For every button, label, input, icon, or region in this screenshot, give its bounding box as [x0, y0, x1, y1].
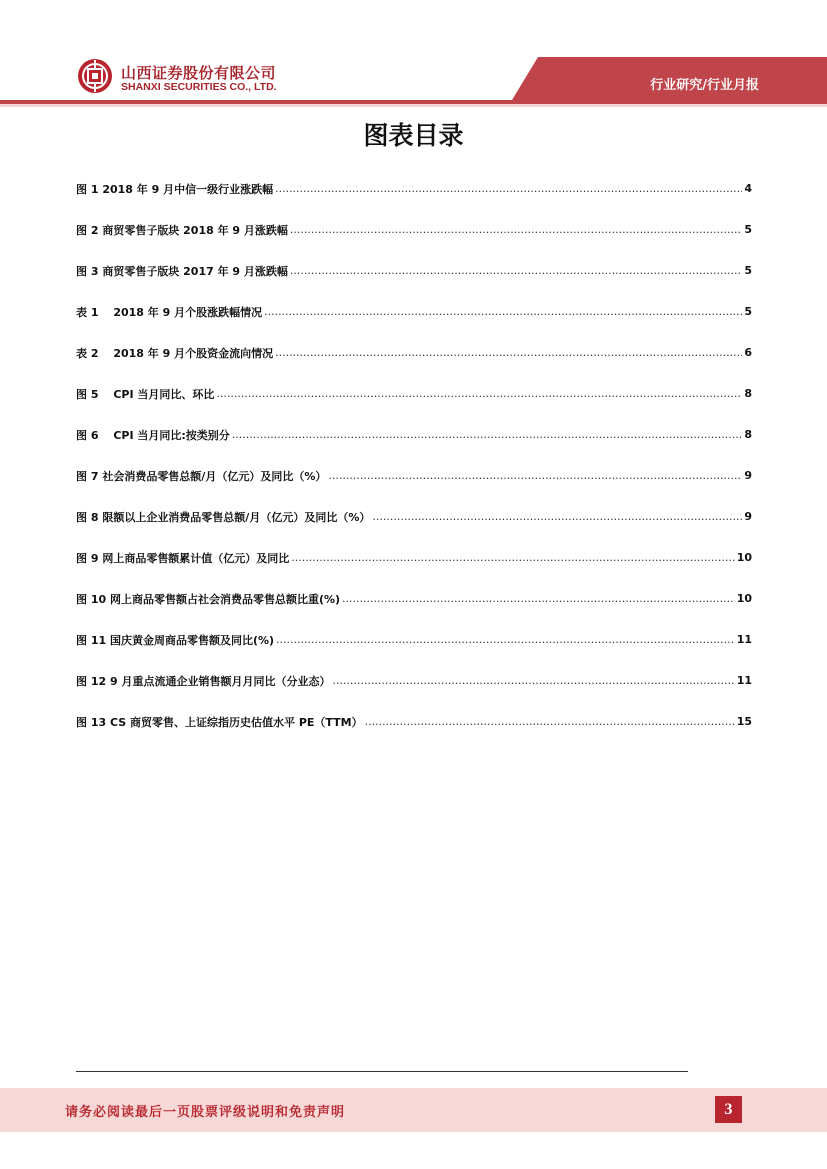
toc-entry-label: 图 11 国庆黄金周商品零售额及同比(%): [76, 633, 275, 647]
toc-entry[interactable]: [76, 332, 752, 373]
toc-entry-label: 图 5 CPI 当月同比、环比: [76, 387, 215, 401]
toc-entry-page: 10: [736, 551, 752, 564]
toc-entry-label: 图 12 9 月重点流通企业销售额月月同比（分业态）: [76, 674, 331, 688]
table-of-figures: [76, 168, 752, 742]
toc-entry[interactable]: [76, 701, 752, 742]
toc-leader-dots: [232, 428, 743, 441]
toc-leader-dots: [328, 469, 742, 482]
toc-entry-page: 8: [744, 428, 752, 441]
footer-disclaimer: 请务必阅读最后一页股票评级说明和免责声明: [65, 1105, 346, 1120]
toc-entry-page: 10: [736, 592, 752, 605]
toc-entry-page: 6: [744, 346, 752, 359]
toc-entry[interactable]: [76, 578, 752, 619]
toc-leader-dots: [342, 592, 735, 605]
toc-leader-dots: [216, 387, 742, 400]
toc-entry-page: 8: [744, 387, 752, 400]
toc-entry-page: 11: [736, 674, 752, 687]
toc-entry-page: 5: [744, 264, 752, 277]
toc-entry-label: 图 8 限额以上企业消费品零售总额/月（亿元）及同比（%）: [76, 510, 371, 524]
company-name-cn: 山西证券股份有限公司: [121, 64, 277, 82]
page-title: 图表目录: [363, 121, 464, 150]
toc-entry-page: 5: [744, 223, 752, 236]
toc-leader-dots: [275, 182, 742, 195]
toc-entry[interactable]: [76, 209, 752, 250]
toc-entry-label: 图 3 商贸零售子版块 2017 年 9 月涨跌幅: [76, 264, 288, 278]
footer-divider: [76, 1071, 688, 1072]
toc-entry[interactable]: [76, 660, 752, 701]
toc-entry[interactable]: [76, 537, 752, 578]
header-banner: [0, 0, 827, 110]
toc-entry-label: 表 1 2018 年 9 月个股涨跌幅情况: [76, 305, 263, 319]
toc-leader-dots: [365, 715, 735, 728]
toc-entry[interactable]: [76, 250, 752, 291]
page-header: [0, 0, 827, 110]
toc-leader-dots: [332, 674, 734, 687]
toc-entry-label: 图 13 CS 商贸零售、上证综指历史估值水平 PE（TTM）: [76, 715, 363, 729]
page-number: 3: [715, 1096, 742, 1123]
toc-entry-page: 4: [744, 182, 752, 195]
toc-leader-dots: [290, 264, 742, 277]
toc-leader-dots: [276, 633, 735, 646]
toc-entry-page: 9: [744, 510, 752, 523]
toc-leader-dots: [264, 305, 742, 318]
toc-entry-label: 图 1 2018 年 9 月中信一级行业涨跌幅: [76, 182, 274, 196]
toc-entry-page: 5: [744, 305, 752, 318]
toc-entry-label: 图 10 网上商品零售额占社会消费品零售总额比重(%): [76, 592, 341, 606]
toc-entry[interactable]: [76, 168, 752, 209]
company-name-en: SHANXI SECURITIES CO., LTD.: [121, 81, 277, 93]
toc-entry-page: 9: [744, 469, 752, 482]
toc-entry-label: 图 9 网上商品零售额累计值（亿元）及同比: [76, 551, 290, 565]
toc-entry[interactable]: [76, 291, 752, 332]
toc-entry-page: 15: [736, 715, 752, 728]
toc-entry[interactable]: [76, 455, 752, 496]
toc-entry-label: 图 6 CPI 当月同比:按类别分: [76, 428, 230, 442]
shanxi-securities-logo-icon: [77, 58, 113, 94]
toc-entry-label: 图 7 社会消费品零售总额/月（亿元）及同比（%）: [76, 469, 327, 483]
toc-leader-dots: [291, 551, 734, 564]
toc-leader-dots: [372, 510, 742, 523]
report-type-label: 行业研究/行业月报: [650, 78, 759, 93]
toc-entry[interactable]: [76, 373, 752, 414]
toc-entry[interactable]: [76, 414, 752, 455]
toc-entry-label: 表 2 2018 年 9 月个股资金流向情况: [76, 346, 274, 360]
toc-entry-label: 图 2 商贸零售子版块 2018 年 9 月涨跌幅: [76, 223, 288, 237]
toc-entry[interactable]: [76, 496, 752, 537]
toc-leader-dots: [290, 223, 742, 236]
toc-entry-page: 11: [736, 633, 752, 646]
toc-entry[interactable]: [76, 619, 752, 660]
toc-leader-dots: [275, 346, 742, 359]
